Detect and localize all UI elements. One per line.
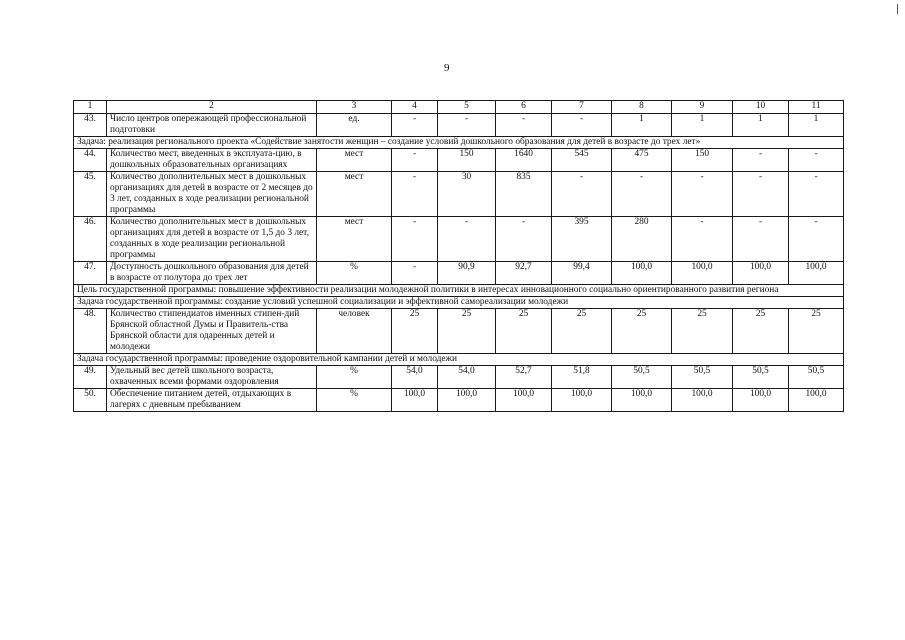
value-cell: 100,0 (789, 389, 844, 412)
indicator-name: Количество мест, введенных в эксплуата-цию, в дошкольных образовательных организациях (107, 149, 317, 172)
value-cell: 30 (438, 172, 496, 217)
value-cell: - (789, 149, 844, 172)
header-cell: 11 (789, 101, 844, 114)
indicator-name: Обеспечение питанием детей, отдыхающих в лагерях с дневным пребыванием (107, 389, 317, 412)
value-cell: 100,0 (552, 389, 612, 412)
value-cell: - (392, 114, 438, 137)
table-row (74, 149, 844, 172)
value-cell: 25 (789, 309, 844, 354)
table-row (74, 217, 844, 262)
value-cell: 100,0 (733, 389, 789, 412)
section-heading: Задача: реализация регионального проекта «Содействие занятости женщин – создание условий дошкольного образования для детей в возрасте до трех лет» (74, 137, 844, 149)
value-cell: 100,0 (496, 389, 552, 412)
value-cell: 99,4 (552, 262, 612, 285)
header-row (74, 101, 844, 114)
value-cell: 150 (438, 149, 496, 172)
header-cell: 10 (733, 101, 789, 114)
section-row (74, 297, 844, 309)
header-cell: 2 (107, 101, 317, 114)
section-row (74, 285, 844, 297)
value-cell: - (496, 217, 552, 262)
value-cell: 25 (672, 309, 733, 354)
header-cell: 3 (317, 101, 392, 114)
page-number: 9 (444, 62, 450, 74)
unit-cell: % (317, 389, 392, 412)
header-cell: 9 (672, 101, 733, 114)
table-row (74, 114, 844, 137)
value-cell: - (672, 172, 733, 217)
indicators-table (73, 100, 844, 412)
table-row (74, 366, 844, 389)
unit-cell: человек (317, 309, 392, 354)
scan-mark (897, 4, 898, 14)
value-cell: 1 (672, 114, 733, 137)
unit-cell: % (317, 262, 392, 285)
value-cell: 54,0 (438, 366, 496, 389)
value-cell: 100,0 (438, 389, 496, 412)
value-cell: 100,0 (789, 262, 844, 285)
value-cell: - (789, 217, 844, 262)
header-cell: 4 (392, 101, 438, 114)
row-number: 46. (74, 217, 107, 262)
indicator-name: Количество дополнительных мест в дошкольных организациях для детей в возрасте от 1,5 до 3 лет, созданных в ходе реализации региональной программы (107, 217, 317, 262)
value-cell: - (438, 114, 496, 137)
header-cell: 1 (74, 101, 107, 114)
indicator-name: Удельный вес детей школьного возраста, охваченных всеми формами оздоровления (107, 366, 317, 389)
value-cell: 100,0 (733, 262, 789, 285)
value-cell: 100,0 (612, 389, 672, 412)
unit-cell: ед. (317, 114, 392, 137)
section-heading: Цель государственной программы: повышение эффективности реализации молодежной политики в интересах инновационного социально ориентированного развития региона (74, 285, 844, 297)
row-number: 43. (74, 114, 107, 137)
unit-cell: мест (317, 172, 392, 217)
header-cell: 5 (438, 101, 496, 114)
value-cell: - (392, 217, 438, 262)
value-cell: - (392, 172, 438, 217)
header-cell: 7 (552, 101, 612, 114)
unit-cell: мест (317, 149, 392, 172)
row-number: 47. (74, 262, 107, 285)
value-cell: 50,5 (789, 366, 844, 389)
row-number: 49. (74, 366, 107, 389)
value-cell: - (672, 217, 733, 262)
value-cell: 545 (552, 149, 612, 172)
table-row (74, 309, 844, 354)
value-cell: - (612, 172, 672, 217)
value-cell: - (392, 149, 438, 172)
section-row (74, 137, 844, 149)
table-row (74, 262, 844, 285)
row-number: 50. (74, 389, 107, 412)
value-cell: 835 (496, 172, 552, 217)
value-cell: - (392, 262, 438, 285)
indicator-name: Число центров опережающей профессиональной подготовки (107, 114, 317, 137)
value-cell: - (438, 217, 496, 262)
value-cell: 280 (612, 217, 672, 262)
section-heading: Задача государственной программы: проведение оздоровительной кампании детей и молодежи (74, 354, 844, 366)
value-cell: 52,7 (496, 366, 552, 389)
value-cell: 1 (733, 114, 789, 137)
row-number: 45. (74, 172, 107, 217)
value-cell: - (552, 172, 612, 217)
value-cell: 1 (612, 114, 672, 137)
value-cell: 51,8 (552, 366, 612, 389)
value-cell: 25 (438, 309, 496, 354)
value-cell: - (733, 149, 789, 172)
value-cell: 100,0 (392, 389, 438, 412)
indicator-name: Количество дополнительных мест в дошкольных организациях для детей в возрасте от 2 месяцев до 3 лет, созданных в ходе реализации региональной программы (107, 172, 317, 217)
value-cell: 1 (789, 114, 844, 137)
section-row (74, 354, 844, 366)
value-cell: 54,0 (392, 366, 438, 389)
value-cell: 92,7 (496, 262, 552, 285)
row-number: 44. (74, 149, 107, 172)
header-cell: 6 (496, 101, 552, 114)
value-cell: 25 (733, 309, 789, 354)
unit-cell: % (317, 366, 392, 389)
table-row (74, 172, 844, 217)
value-cell: - (496, 114, 552, 137)
row-number: 48. (74, 309, 107, 354)
value-cell: 50,5 (733, 366, 789, 389)
value-cell: 25 (496, 309, 552, 354)
value-cell: 100,0 (672, 262, 733, 285)
value-cell: 100,0 (672, 389, 733, 412)
section-heading: Задача государственной программы: создание условий успешной социализации и эффективной самореализации молодежи (74, 297, 844, 309)
value-cell: 395 (552, 217, 612, 262)
value-cell: 100,0 (612, 262, 672, 285)
value-cell: - (733, 217, 789, 262)
indicator-name: Доступность дошкольного образования для детей в возрасте от полутора до трех лет (107, 262, 317, 285)
value-cell: 1640 (496, 149, 552, 172)
value-cell: 90,9 (438, 262, 496, 285)
table-row (74, 389, 844, 412)
value-cell: - (789, 172, 844, 217)
value-cell: 50,5 (672, 366, 733, 389)
indicator-name: Количество стипендиатов именных стипен-дий Брянской областной Думы и Правитель-ства Брянской области для одаренных детей и молодежи (107, 309, 317, 354)
header-cell: 8 (612, 101, 672, 114)
value-cell: 25 (552, 309, 612, 354)
value-cell: 25 (392, 309, 438, 354)
value-cell: - (552, 114, 612, 137)
value-cell: 25 (612, 309, 672, 354)
value-cell: 475 (612, 149, 672, 172)
unit-cell: мест (317, 217, 392, 262)
value-cell: - (733, 172, 789, 217)
value-cell: 50,5 (612, 366, 672, 389)
value-cell: 150 (672, 149, 733, 172)
